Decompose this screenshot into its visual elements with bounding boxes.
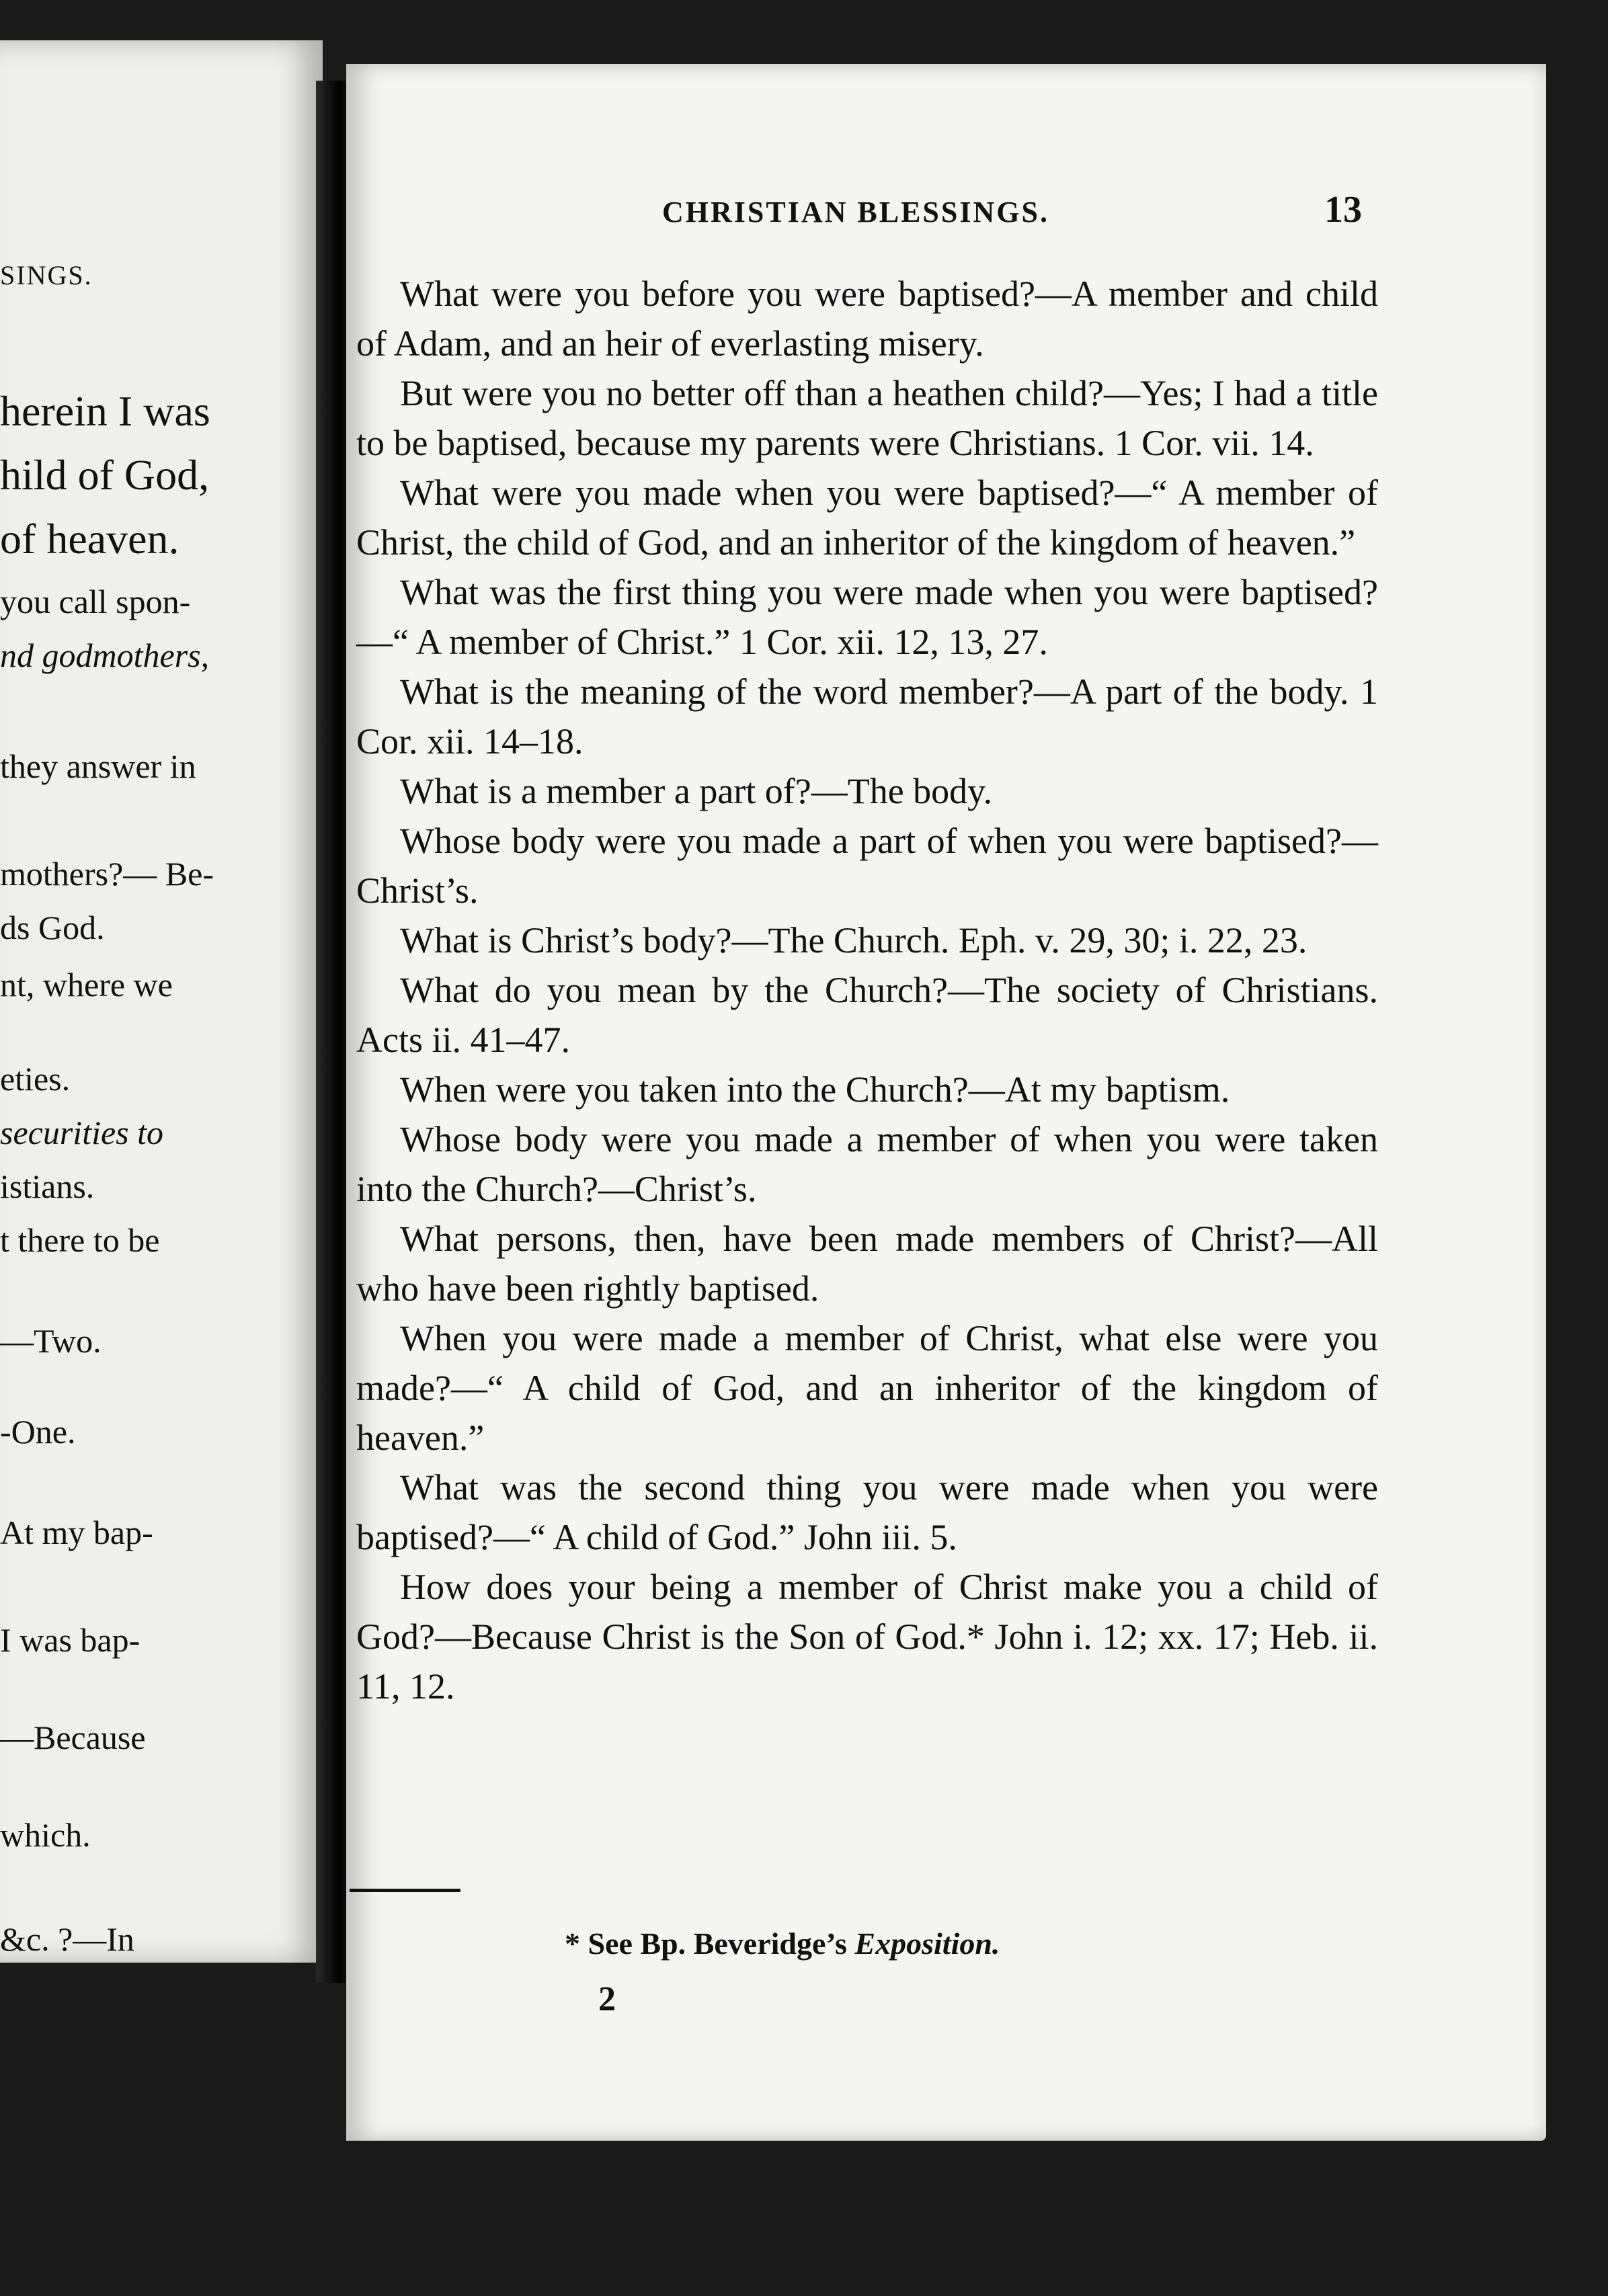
footnote-work-title: Exposition. <box>854 1926 1000 1961</box>
paragraph: How does your being a member of Christ make you a child of God?—Because Christ is the Son of God.* John i. 12; xx. 17; Heb. ii. 11, 12. <box>356 1567 1378 1707</box>
paragraph: What was the second thing you were made when you were baptised?—“ A child of God.” John iii. 5. <box>356 1467 1378 1557</box>
left-page-line: hild of God, <box>0 451 210 499</box>
left-page-line: ds God. <box>0 909 105 946</box>
paragraph: What is the meaning of the word member?—A part of the body. 1 Cor. xii. 14–18. <box>356 671 1378 762</box>
left-page-line: SINGS. <box>0 260 93 290</box>
paragraph: Whose body were you made a member of when you were taken into the Church?—Christ’s. <box>356 1119 1378 1209</box>
paragraph: What is Christ’s body?—The Church. Eph. v. 29, 30; i. 22, 23. <box>400 920 1308 960</box>
left-page-line: of heaven. <box>0 515 179 563</box>
running-head: CHRISTIAN BLESSINGS. <box>662 196 1049 229</box>
signature-mark: 2 <box>598 1980 616 2018</box>
left-page-line: herein I was <box>0 387 210 435</box>
paragraph: What is a member a part of?—The body. <box>400 771 993 811</box>
left-page-line: &c. ?—In <box>0 1920 134 1958</box>
left-page-line: which. <box>0 1816 91 1854</box>
footnote <box>565 1926 1000 1961</box>
page-number: 13 <box>1324 189 1362 231</box>
body-text <box>356 269 1378 1711</box>
left-page-line: securities to <box>0 1114 164 1151</box>
paragraph: When you were made a member of Christ, what else were you made?—“ A child of God, and an inheritor of the kingdom of heaven.” <box>356 1318 1378 1458</box>
left-page-line: mothers?— Be- <box>0 855 214 893</box>
footnote-rule <box>350 1889 460 1892</box>
left-page-line: nd godmothers, <box>0 637 210 674</box>
left-page-line: nt, where we <box>0 966 173 1003</box>
left-page-line: you call spon- <box>0 583 191 620</box>
left-page-line: —Because <box>0 1719 146 1756</box>
left-page-line: I was bap- <box>0 1621 140 1659</box>
paragraph: What was the first thing you were made when you were baptised?—“ A member of Christ.” 1 Cor. xii. 12, 13, 27. <box>356 572 1378 662</box>
footnote-text: * See Bp. Beveridge’s <box>565 1926 855 1961</box>
left-page-line: eties. <box>0 1060 71 1098</box>
paragraph: When were you taken into the Church?—At my baptism. <box>400 1069 1230 1110</box>
left-page-line: -One. <box>0 1413 76 1450</box>
left-page-line: they answer in <box>0 747 196 785</box>
paragraph: But were you no better off than a heathen child?—Yes; I had a title to be baptised, because my parents were Christians. 1 Cor. vii. 14. <box>356 373 1378 463</box>
paragraph: What do you mean by the Church?—The society of Christians. Acts ii. 41–47. <box>356 970 1378 1060</box>
paragraph: What persons, then, have been made members of Christ?—All who have been rightly baptised. <box>356 1219 1378 1309</box>
paragraph: What were you made when you were baptised?—“ A member of Christ, the child of God, and an inheritor of the kingdom of heaven.” <box>356 473 1378 563</box>
paragraph: Whose body were you made a part of when you were baptised?—Christ’s. <box>356 821 1378 911</box>
left-page-line: t there to be <box>0 1221 160 1259</box>
left-page <box>0 40 323 1963</box>
left-page-line: At my bap- <box>0 1514 153 1551</box>
left-page-line: istians. <box>0 1167 95 1205</box>
left-page-line: —Two. <box>0 1322 102 1360</box>
paragraph: What were you before you were baptised?—A member and child of Adam, and an heir of everlasting misery. <box>356 274 1378 364</box>
